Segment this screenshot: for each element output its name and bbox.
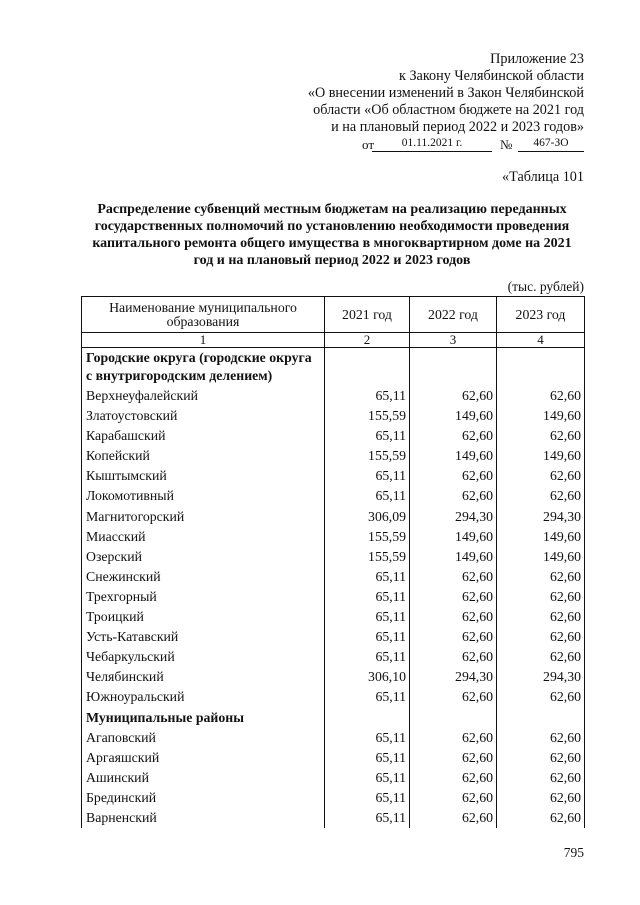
municipality-name: Ашинский [82, 768, 325, 788]
municipality-name: Миасский [82, 527, 325, 547]
table-row [82, 607, 585, 627]
document-title: Распределение субвенций местным бюджетам на реализацию переданных государственных полномочий по установлению необходимости проведения капитального ремонта общего имущества в многоквартирном доме на 2021 год и на плановый период 2022 и 2023 годов [92, 202, 572, 268]
amount-cell: 62,60 [497, 587, 585, 607]
amount-cell: 65,11 [325, 567, 410, 587]
units-label: (тыс. рублей) [507, 279, 584, 294]
municipality-name: Локомотивный [82, 486, 325, 506]
municipality-name: Аргаяшский [82, 748, 325, 768]
amount-cell: 294,30 [410, 507, 497, 527]
municipality-name: Брединский [82, 788, 325, 808]
amount-cell: 65,11 [325, 687, 410, 707]
amount-cell: 62,60 [497, 386, 585, 406]
amount-cell: 65,11 [325, 647, 410, 667]
amount-cell: 62,60 [497, 728, 585, 748]
table-row [82, 647, 585, 667]
table-row [82, 507, 585, 527]
number-label: № [500, 137, 513, 152]
municipality-name: Карабашский [82, 426, 325, 446]
column-number: 4 [497, 333, 585, 348]
column-number: 3 [410, 333, 497, 348]
amount-cell: 155,59 [325, 527, 410, 547]
amount-cell: 65,11 [325, 627, 410, 647]
amount-cell: 62,60 [497, 687, 585, 707]
law-date: 01.11.2021 г. [372, 135, 492, 152]
subventions-table [81, 296, 585, 828]
amount-cell: 62,60 [410, 808, 497, 828]
municipality-name: Копейский [82, 446, 325, 466]
law-number: 467-ЗО [518, 135, 584, 152]
amount-cell: 62,60 [497, 768, 585, 788]
appendix-line: и на плановый период 2022 и 2023 годов» [331, 119, 584, 135]
amount-cell: 155,59 [325, 446, 410, 466]
municipality-name: Верхнеуфалейский [82, 386, 325, 406]
amount-cell: 62,60 [410, 728, 497, 748]
group-row [82, 708, 585, 728]
group-label: Городские округа (городские округа с внутригородским делением) [82, 348, 325, 387]
amount-cell: 149,60 [497, 406, 585, 426]
appendix-line: Приложение 23 [490, 51, 584, 67]
table-row [82, 486, 585, 506]
appendix-header [308, 51, 584, 136]
table-row [82, 386, 585, 406]
amount-cell: 65,11 [325, 486, 410, 506]
table-row [82, 527, 585, 547]
amount-cell: 149,60 [410, 446, 497, 466]
amount-cell: 65,11 [325, 426, 410, 446]
amount-cell: 62,60 [410, 627, 497, 647]
table-row [82, 627, 585, 647]
amount-cell: 149,60 [410, 527, 497, 547]
amount-cell: 62,60 [497, 426, 585, 446]
group-label: Муниципальные районы [82, 708, 325, 728]
municipality-name: Трехгорный [82, 587, 325, 607]
table-row [82, 728, 585, 748]
amount-cell: 149,60 [497, 446, 585, 466]
amount-cell: 65,11 [325, 748, 410, 768]
amount-cell: 62,60 [410, 587, 497, 607]
table-row [82, 446, 585, 466]
municipality-name: Усть-Катавский [82, 627, 325, 647]
amount-cell: 62,60 [410, 768, 497, 788]
amount-cell: 62,60 [410, 788, 497, 808]
amount-cell: 155,59 [325, 406, 410, 426]
municipality-name: Троицкий [82, 607, 325, 627]
amount-cell: 149,60 [497, 547, 585, 567]
table-label: «Таблица 101 [502, 169, 584, 185]
column-number-row [82, 333, 585, 348]
table-row [82, 406, 585, 426]
amount-cell: 149,60 [410, 406, 497, 426]
amount-cell: 306,10 [325, 667, 410, 687]
municipality-name: Озерский [82, 547, 325, 567]
amount-cell: 62,60 [497, 486, 585, 506]
amount-cell: 62,60 [497, 627, 585, 647]
table-row [82, 788, 585, 808]
municipality-name: Магнитогорский [82, 507, 325, 527]
amount-cell: 294,30 [497, 507, 585, 527]
amount-cell: 294,30 [497, 667, 585, 687]
municipality-name: Снежинский [82, 567, 325, 587]
law-signature-line [350, 137, 584, 155]
table-row [82, 687, 585, 707]
municipality-name: Златоустовский [82, 406, 325, 426]
column-header: 2022 год [410, 297, 497, 333]
amount-cell: 65,11 [325, 808, 410, 828]
amount-cell: 62,60 [410, 607, 497, 627]
amount-cell: 62,60 [410, 748, 497, 768]
amount-cell: 65,11 [325, 466, 410, 486]
amount-cell: 65,11 [325, 728, 410, 748]
amount-cell: 62,60 [410, 486, 497, 506]
municipality-name: Челябинский [82, 667, 325, 687]
municipality-name: Чебаркульский [82, 647, 325, 667]
amount-cell: 65,11 [325, 386, 410, 406]
table-row [82, 426, 585, 446]
group-row [82, 348, 585, 387]
amount-cell: 62,60 [410, 647, 497, 667]
amount-cell: 149,60 [410, 547, 497, 567]
municipality-name: Кыштымский [82, 466, 325, 486]
appendix-line: «О внесении изменений в Закон Челябинской [307, 85, 584, 101]
column-header: 2023 год [497, 297, 585, 333]
municipality-name: Агаповский [82, 728, 325, 748]
column-header: Наименование муниципального образования [82, 297, 325, 333]
amount-cell: 62,60 [410, 567, 497, 587]
amount-cell: 62,60 [497, 647, 585, 667]
appendix-line: области «Об областном бюджете на 2021 год [313, 102, 584, 118]
amount-cell: 306,09 [325, 507, 410, 527]
table-row [82, 567, 585, 587]
table-row [82, 547, 585, 567]
amount-cell: 149,60 [497, 527, 585, 547]
table-row [82, 768, 585, 788]
amount-cell: 294,30 [410, 667, 497, 687]
table-row [82, 587, 585, 607]
municipality-name: Варненский [82, 808, 325, 828]
column-header: 2021 год [325, 297, 410, 333]
column-number: 1 [82, 333, 325, 348]
amount-cell: 65,11 [325, 788, 410, 808]
table-row [82, 667, 585, 687]
amount-cell: 155,59 [325, 547, 410, 567]
amount-cell: 62,60 [410, 687, 497, 707]
column-number: 2 [325, 333, 410, 348]
table-row [82, 466, 585, 486]
table-row [82, 748, 585, 768]
amount-cell: 62,60 [497, 808, 585, 828]
amount-cell: 62,60 [497, 788, 585, 808]
municipality-name: Южноуральский [82, 687, 325, 707]
amount-cell: 62,60 [410, 426, 497, 446]
table-row [82, 808, 585, 828]
amount-cell: 62,60 [410, 466, 497, 486]
amount-cell: 62,60 [497, 748, 585, 768]
from-label: от [362, 137, 375, 152]
page-number: 795 [563, 845, 584, 860]
appendix-line: к Закону Челябинской области [399, 68, 584, 84]
amount-cell: 65,11 [325, 587, 410, 607]
amount-cell: 62,60 [410, 386, 497, 406]
amount-cell: 62,60 [497, 607, 585, 627]
amount-cell: 65,11 [325, 607, 410, 627]
amount-cell: 62,60 [497, 567, 585, 587]
amount-cell: 62,60 [497, 466, 585, 486]
amount-cell: 65,11 [325, 768, 410, 788]
header-row [82, 297, 585, 333]
